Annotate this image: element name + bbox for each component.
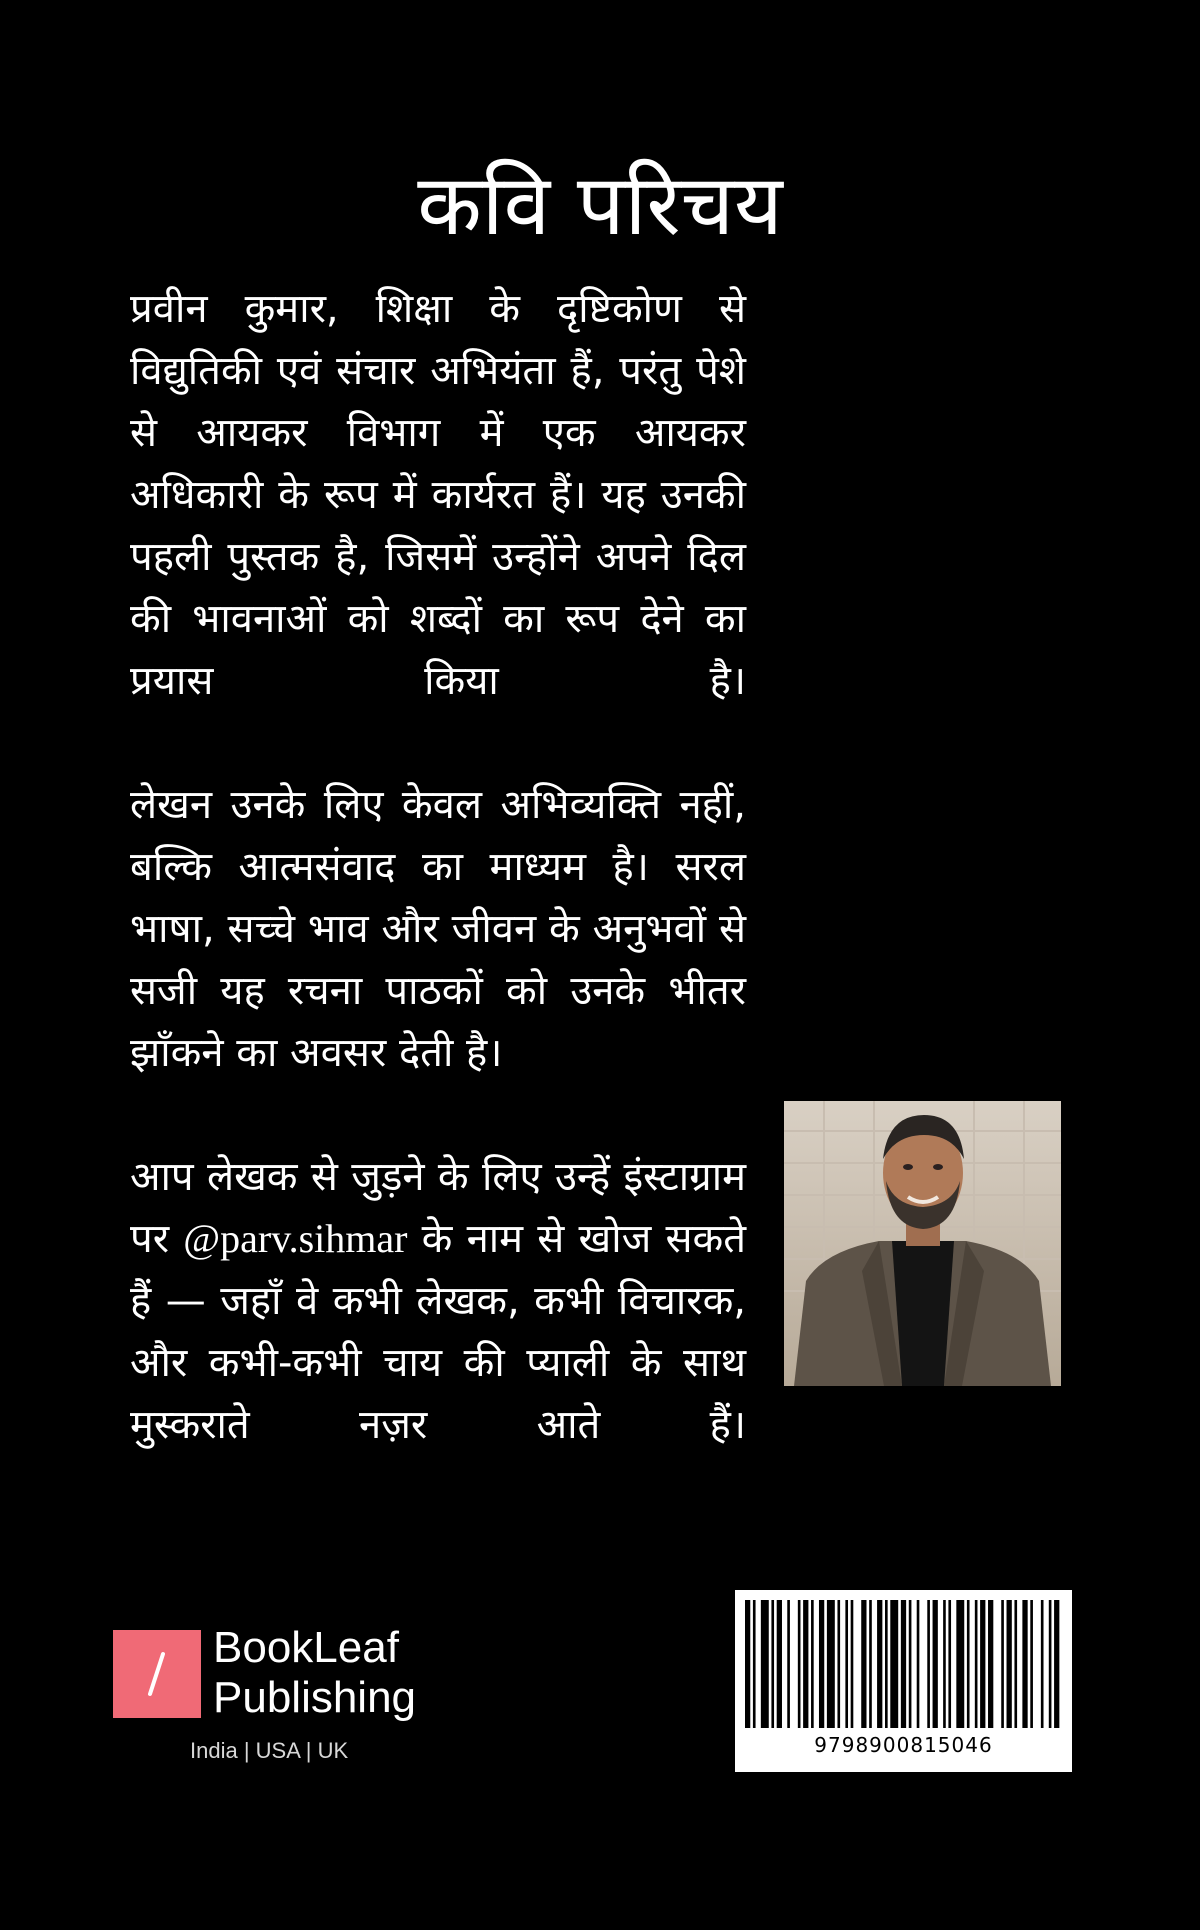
barcode-bars	[745, 1600, 1062, 1728]
barcode-bar	[861, 1600, 866, 1728]
isbn-number: 9798900815046	[814, 1733, 993, 1757]
bio-paragraph-2: लेखन उनके लिए केवल अभिव्यक्ति नहीं, बल्कि आत्मसंवाद का माध्यम है। सरल भाषा, सच्चे भाव और जीवन के अनुभवों से सजी यह रचना पाठकों को उनके भीतर झाँकने का अवसर देती है।	[130, 782, 746, 1076]
barcode-bar	[798, 1600, 801, 1728]
publisher-name-line-1: BookLeaf	[213, 1623, 399, 1672]
barcode-bar	[1030, 1600, 1033, 1728]
barcode	[735, 1590, 1072, 1772]
author-bio	[130, 278, 746, 1518]
bio-paragraph-3-start: आप लेखक से जुड़ने के लिए उन्हें इंस्टाग्राम पर	[130, 1154, 746, 1262]
bio-paragraph-3	[130, 1146, 746, 1456]
barcode-bar	[819, 1600, 824, 1728]
barcode-bar	[901, 1600, 906, 1728]
barcode-bar	[909, 1600, 912, 1728]
barcode-bar	[877, 1600, 882, 1728]
barcode-bar	[811, 1600, 814, 1728]
barcode-bar	[885, 1600, 888, 1728]
barcode-bar	[967, 1600, 970, 1728]
barcode-bar	[1007, 1600, 1012, 1728]
barcode-bar	[943, 1600, 946, 1728]
barcode-bar	[890, 1600, 898, 1728]
slash-icon	[113, 1630, 201, 1718]
barcode-bar	[927, 1600, 930, 1728]
barcode-bar	[1022, 1600, 1027, 1728]
barcode-bar	[917, 1600, 920, 1728]
barcode-bar	[753, 1600, 756, 1728]
barcode-bar	[975, 1600, 978, 1728]
barcode-bar	[827, 1600, 835, 1728]
barcode-bar	[803, 1600, 808, 1728]
barcode-bar	[787, 1600, 790, 1728]
barcode-bar	[761, 1600, 769, 1728]
barcode-bar	[869, 1600, 872, 1728]
barcode-bar	[988, 1600, 993, 1728]
publisher-name-line-2: Publishing	[213, 1673, 417, 1722]
publisher-logo-icon	[113, 1630, 201, 1718]
barcode-bar	[980, 1600, 985, 1728]
barcode-bar	[745, 1600, 750, 1728]
instagram-handle: @parv.sihmar	[183, 1216, 408, 1261]
bio-paragraph-3-end: के नाम से खोज सकते हैं — जहाँ वे कभी लेखक, कभी विचारक, और कभी-कभी चाय की प्याली के साथ मुस्कराते नज़र आते हैं।	[130, 1216, 746, 1448]
barcode-bar	[948, 1600, 951, 1728]
barcode-bar	[845, 1600, 848, 1728]
barcode-bar	[1049, 1600, 1052, 1728]
barcode-bar	[851, 1600, 854, 1728]
author-photo	[784, 1101, 1061, 1386]
publisher-name	[213, 1623, 416, 1723]
page-title: कवि परिचय	[417, 156, 783, 254]
barcode-bar	[1014, 1600, 1017, 1728]
barcode-bar	[1001, 1600, 1004, 1728]
barcode-bar	[1041, 1600, 1044, 1728]
publisher-regions: India | USA | UK	[190, 1738, 349, 1763]
barcode-bar	[1054, 1600, 1059, 1728]
barcode-bar	[777, 1600, 782, 1728]
barcode-bar	[837, 1600, 840, 1728]
barcode-bar	[933, 1600, 938, 1728]
bio-paragraph-1: प्रवीन कुमार, शिक्षा के दृष्टिकोण से विद्युतिकी एवं संचार अभियंता हैं, परंतु पेशे से आयकर विभाग में एक आयकर अधिकारी के रूप में कार्यरत हैं। यह उनकी पहली पुस्तक है, जिसमें उन्होंने अपने दिल की भावनाओं को शब्दों का रूप देने का प्रयास किया है।	[130, 286, 746, 704]
barcode-bar	[956, 1600, 964, 1728]
barcode-bar	[771, 1600, 774, 1728]
